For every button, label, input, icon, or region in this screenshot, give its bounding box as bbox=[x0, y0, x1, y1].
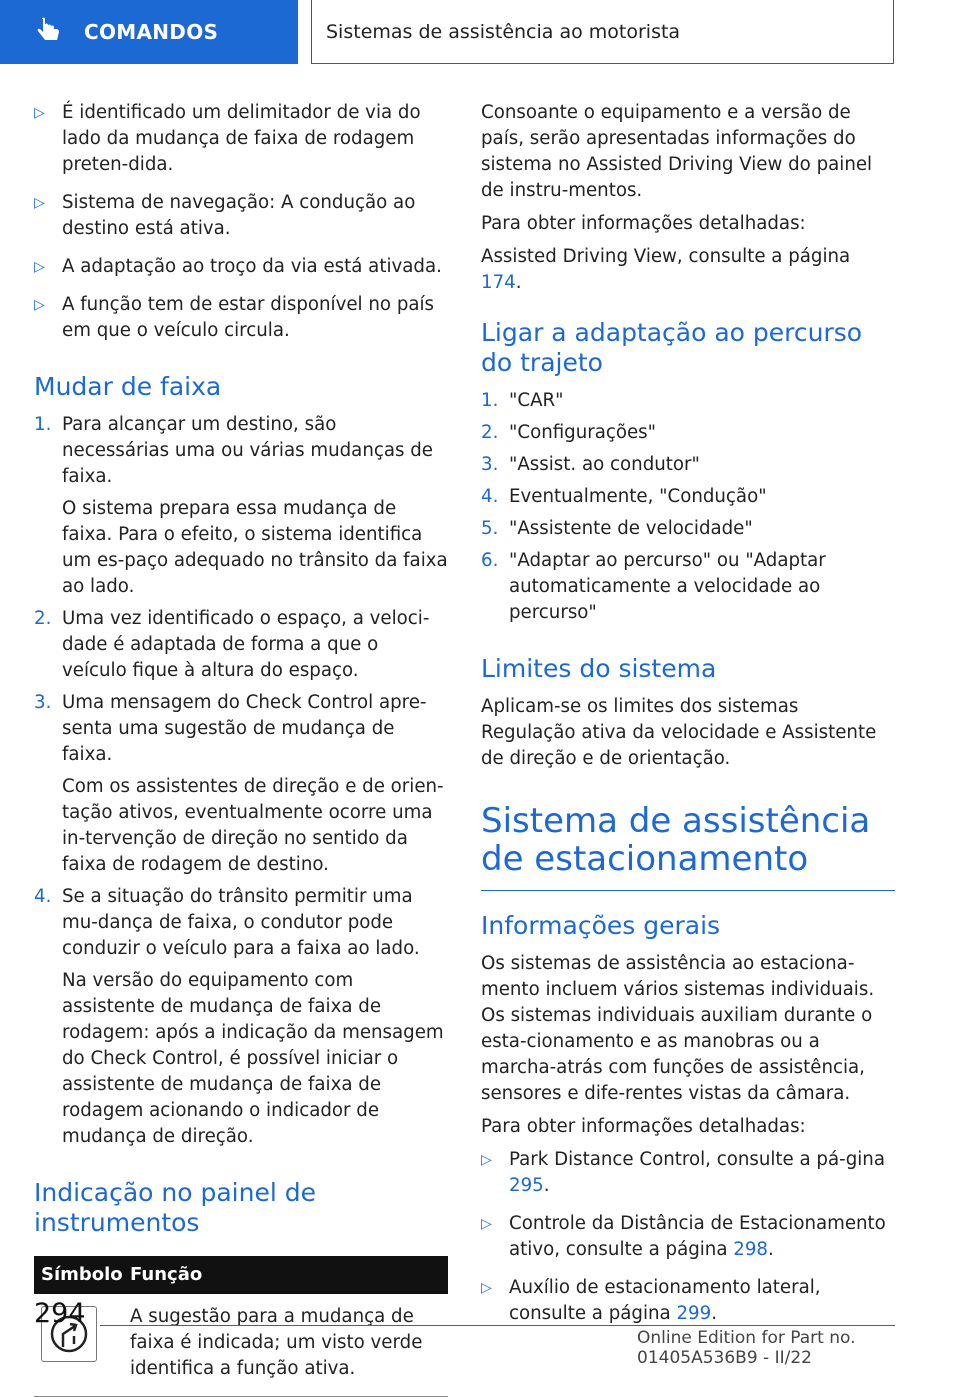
triangle-bullet-icon: ▷ bbox=[34, 259, 45, 275]
heading-mudar-faixa: Mudar de faixa bbox=[34, 372, 222, 401]
section-label: COMANDOS bbox=[84, 20, 219, 44]
list-item: ▷ É identificado um delimitador de via do lado da mudança de faixa de rodagem preten-dida. bbox=[34, 102, 421, 175]
left-column bbox=[34, 100, 448, 1397]
paragraph: Para obter informações detalhadas: bbox=[481, 1116, 806, 1137]
table-cell-funcao: A sugestão para a mudança de faixa é indicada; um visto verde identifica a função ativa. bbox=[123, 1294, 448, 1397]
triangle-bullet-icon: ▷ bbox=[481, 1152, 492, 1168]
page-number: 294 bbox=[34, 1298, 86, 1329]
heading-limites: Limites do sistema bbox=[481, 654, 717, 683]
page-link[interactable]: 299 bbox=[676, 1303, 712, 1324]
step-note: Na versão do equipamento com assistente de mudança de faixa de rodagem: após a indicação da mensagem do Check Control, é possível iniciar o assistente de mudança de faixa de rodagem acionando o indicador de mudança de direção. bbox=[62, 970, 444, 1147]
table-header-simbolo: Símbolo bbox=[34, 1256, 123, 1294]
paragraph: Para obter informações detalhadas: bbox=[481, 213, 806, 234]
menu-step: 3. "Assist. ao condutor" bbox=[481, 454, 700, 475]
heading-divider bbox=[481, 890, 895, 891]
step-item: 4. Se a situação do trânsito permitir uma mu-dança de faixa, o condutor pode conduzir o veículo para a faixa ao lado. bbox=[34, 886, 420, 959]
reference-line: Assisted Driving View, consulte a página 174. bbox=[481, 246, 851, 293]
list-item: ▷ A função tem de estar disponível no país em que o veículo circula. bbox=[34, 294, 435, 341]
heading-ligar: Ligar a adaptação ao percurso do trajeto bbox=[481, 318, 863, 377]
step-item: 2. Uma vez identificado o espaço, a veloci-dade é adaptada de forma a que o veículo fique à altura do espaço. bbox=[34, 608, 430, 681]
page-link[interactable]: 295 bbox=[509, 1175, 544, 1196]
chapter-header bbox=[311, 0, 894, 64]
heading-sistema-estacionamento: Sistema de assistência de estacionamento bbox=[481, 801, 871, 879]
step-item: 1. Para alcançar um destino, são necessárias uma ou várias mudanças de faixa. bbox=[34, 414, 433, 487]
symbol-table bbox=[34, 1256, 448, 1397]
menu-step: 1. "CAR" bbox=[481, 390, 564, 411]
triangle-bullet-icon: ▷ bbox=[481, 1280, 492, 1296]
page-link[interactable]: 174 bbox=[481, 272, 516, 293]
section-tab[interactable] bbox=[0, 0, 298, 64]
chapter-title: Sistemas de assistência ao motorista bbox=[326, 20, 681, 43]
hand-pointer-icon bbox=[36, 17, 62, 47]
step-note: O sistema prepara essa mudança de faixa. Para o efeito, o sistema identifica um es-paço adequado no trânsito da faixa ao lado. bbox=[62, 498, 448, 597]
table-row bbox=[34, 1294, 448, 1397]
list-item: ▷ Controle da Distância de Estacionamento ativo, consulte a página 298. bbox=[481, 1213, 886, 1260]
menu-step: 6. "Adaptar ao percurso" ou "Adaptar automaticamente a velocidade ao percurso" bbox=[481, 550, 826, 623]
paragraph: Os sistemas de assistência ao estaciona-mento incluem vários sistemas individuais. Os sistemas individuais auxiliam durante o esta-cionamento e as manobras ou a marcha-atrás com funções de assistência, sensores e dife-rentes vistas da câmara. bbox=[481, 953, 875, 1104]
menu-step: 2. "Configurações" bbox=[481, 422, 657, 443]
page-link[interactable]: 298 bbox=[733, 1239, 768, 1260]
list-item: ▷ Sistema de navegação: A condução ao destino está ativa. bbox=[34, 192, 416, 239]
paragraph: Consoante o equipamento e a versão de país, serão apresentadas informações do sistema no Assisted Driving View do painel de instru-mentos. bbox=[481, 102, 873, 201]
footer-divider bbox=[100, 1325, 895, 1326]
step-item: 3. Uma mensagem do Check Control apre-senta uma sugestão de mudança de faixa. bbox=[34, 692, 427, 765]
menu-step: 5. "Assistente de velocidade" bbox=[481, 518, 753, 539]
menu-step: 4. Eventualmente, "Condução" bbox=[481, 486, 767, 507]
heading-informacoes: Informações gerais bbox=[481, 911, 721, 940]
triangle-bullet-icon: ▷ bbox=[34, 105, 45, 121]
list-item: ▷ A adaptação ao troço da via está ativada. bbox=[34, 254, 448, 280]
right-column bbox=[481, 100, 895, 1339]
list-item: ▷ Auxílio de estacionamento lateral, consulte a página 299. bbox=[481, 1277, 821, 1324]
paragraph: Aplicam-se os limites dos sistemas Regulação ativa da velocidade e Assistente de direção e de orientação. bbox=[481, 696, 877, 769]
list-item: ▷ Park Distance Control, consulte a pá-gina 295. bbox=[481, 1149, 885, 1196]
triangle-bullet-icon: ▷ bbox=[34, 195, 45, 211]
step-note: Com os assistentes de direção e de orien-tação ativos, eventualmente ocorre uma in-tervenção de direção no sentido da faixa de rodagem de destino. bbox=[62, 776, 444, 875]
table-header-funcao: Função bbox=[123, 1256, 448, 1294]
triangle-bullet-icon: ▷ bbox=[481, 1216, 492, 1232]
edition-note: Online Edition for Part no. 01405A536B9 - II/22 bbox=[637, 1328, 856, 1368]
triangle-bullet-icon: ▷ bbox=[34, 297, 45, 313]
heading-indicacao: Indicação no painel de instrumentos bbox=[34, 1178, 316, 1237]
